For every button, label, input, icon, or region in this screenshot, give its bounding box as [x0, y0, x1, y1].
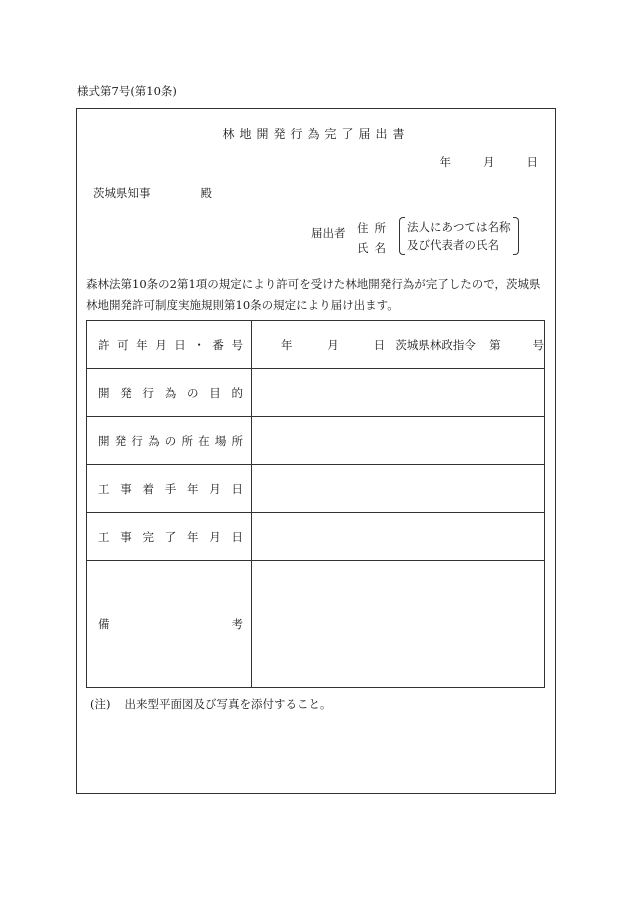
permit-day: 日 — [373, 337, 386, 352]
form-number: 様式第7号(第10条) — [77, 84, 177, 98]
label-char: の — [164, 433, 177, 448]
permit-number-suffix: 号 — [532, 337, 545, 352]
label-char: 日 — [231, 481, 243, 496]
label-char: 手 — [164, 481, 177, 496]
permit-label-char: 年 — [136, 337, 148, 352]
permit-label-char: ・ — [193, 337, 205, 352]
date-year: 年 — [439, 155, 451, 169]
location-label — [98, 433, 243, 449]
address-label: 住所 — [357, 221, 392, 235]
addressee-name: 茨城県知事 — [93, 186, 151, 200]
label-char: 行 — [131, 433, 143, 448]
label-char: 的 — [231, 385, 243, 400]
label-char: 年 — [187, 481, 199, 496]
form-title: 林地開発行為完了届出書 — [222, 127, 410, 141]
table-row-start-date — [87, 465, 545, 513]
row-label — [87, 561, 252, 688]
location-value-cell[interactable] — [252, 417, 545, 465]
completion-date-value-cell[interactable] — [252, 513, 545, 561]
purpose-value-cell[interactable] — [252, 369, 545, 417]
label-char: 発 — [114, 433, 127, 448]
label-char: 事 — [120, 481, 132, 496]
bracket-right — [513, 217, 519, 255]
table-row-purpose — [87, 369, 545, 417]
bracket-line-1: 法人にあつては名称 — [407, 220, 511, 234]
permit-label-char: 許 — [98, 337, 110, 352]
label-char: 在 — [198, 433, 210, 448]
row-label — [87, 369, 252, 417]
label-char: 了 — [164, 529, 177, 544]
table-row-permit — [87, 321, 545, 369]
permit-label-char: 番 — [212, 337, 224, 352]
permit-value-cell[interactable] — [252, 321, 545, 369]
permit-label-char: 日 — [174, 337, 186, 352]
notifier-field-labels — [357, 218, 392, 258]
row-label — [87, 513, 252, 561]
addressee — [93, 188, 212, 200]
row-label — [87, 417, 252, 465]
label-char: 場 — [214, 433, 227, 448]
addressee-honorific: 殿 — [200, 186, 212, 200]
label-char: 年 — [187, 529, 199, 544]
label-char: 月 — [209, 529, 221, 544]
permit-authority: 茨城県林政指令 — [395, 337, 476, 352]
label-char: 工 — [98, 481, 110, 496]
label-char: 目 — [209, 385, 221, 400]
body-text: 森林法第10条の2第1項の規定により許可を受けた林地開発行為が完了したので，茨城県林地開発許可制度実施規則第10条の規定により届け出ます。 — [86, 277, 541, 312]
remarks-label — [98, 616, 243, 632]
table-row-remarks — [87, 561, 545, 688]
label-char: 着 — [142, 481, 154, 496]
permit-label-char: 月 — [155, 337, 167, 352]
label-char: 所 — [181, 433, 193, 448]
permit-label-char: 号 — [231, 337, 243, 352]
note — [90, 699, 331, 711]
name-label: 氏名 — [357, 241, 392, 255]
bracket-line-2: 及び代表者の氏名 — [407, 238, 499, 252]
label-char: 考 — [231, 617, 243, 631]
row-label — [87, 465, 252, 513]
date-month: 月 — [483, 155, 495, 169]
note-mark: (注) — [90, 697, 111, 711]
label-char: 発 — [120, 385, 132, 400]
label-char: 行 — [142, 385, 154, 400]
date-line — [440, 157, 539, 169]
details-table — [86, 320, 545, 688]
label-char: 為 — [164, 385, 177, 400]
permit-value — [252, 337, 544, 353]
bracket-left — [399, 217, 405, 255]
label-char: 開 — [98, 385, 110, 400]
label-char: 所 — [231, 433, 243, 448]
row-label — [87, 321, 252, 369]
label-char: 備 — [98, 617, 110, 631]
notifier-bracket — [399, 217, 519, 255]
completion-date-label — [98, 529, 243, 545]
permit-month: 月 — [327, 337, 339, 352]
start-date-value-cell[interactable] — [252, 465, 545, 513]
start-date-label — [98, 481, 243, 497]
label-char: 日 — [231, 529, 243, 544]
label-char: の — [187, 385, 199, 400]
permit-label — [98, 337, 243, 353]
table-row-location — [87, 417, 545, 465]
permit-label-char: 可 — [117, 337, 129, 352]
label-char: 為 — [148, 433, 160, 448]
table-row-completion-date — [87, 513, 545, 561]
label-char: 事 — [120, 529, 132, 544]
purpose-label — [98, 385, 243, 401]
date-day: 日 — [526, 155, 538, 169]
notifier-label: 届出者 — [311, 226, 346, 240]
note-text: 出来型平面図及び写真を添付すること。 — [124, 697, 332, 711]
permit-number-prefix: 第 — [489, 337, 501, 352]
label-char: 月 — [209, 481, 221, 496]
label-char: 完 — [142, 529, 154, 544]
permit-year: 年 — [281, 337, 293, 352]
remarks-value-cell[interactable] — [252, 561, 545, 688]
label-char: 工 — [98, 529, 110, 544]
label-char: 開 — [98, 433, 110, 448]
